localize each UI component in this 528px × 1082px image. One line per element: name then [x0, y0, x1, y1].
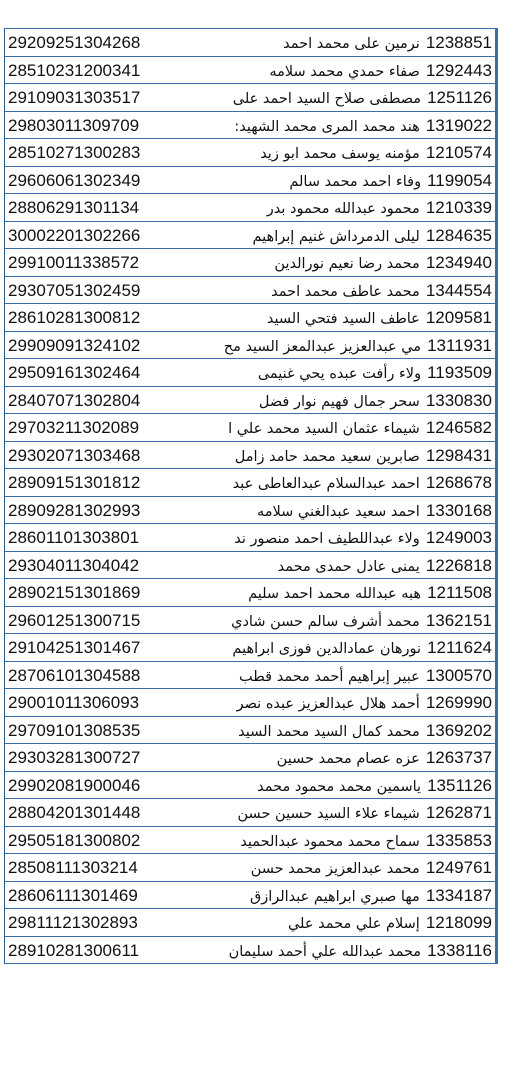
name-cell — [207, 854, 495, 881]
record-id: 1209581 — [425, 308, 492, 327]
name-cell — [207, 57, 495, 84]
name-cell — [207, 772, 495, 799]
record-id: 1249003 — [425, 528, 492, 547]
person-name: مصطفى صلاح السيد احمد على — [232, 91, 422, 107]
table-row — [5, 579, 495, 607]
table-row — [5, 359, 495, 387]
record-id: 1246582 — [425, 418, 492, 437]
person-name: محمد عبدالعزيز محمد حسن — [250, 861, 420, 877]
person-name: ولاء عبداللطيف احمد منصور ند — [234, 531, 420, 547]
record-id: 1211508 — [427, 583, 492, 602]
national-id-cell: 28804201301448 — [8, 803, 141, 822]
table-row — [5, 744, 495, 772]
table-row — [5, 882, 495, 910]
record-id: 1319022 — [425, 115, 492, 135]
national-id-cell: 28510271300283 — [8, 143, 141, 162]
record-id: 1211624 — [427, 638, 492, 657]
national-id-cell: 29601251300715 — [8, 610, 141, 630]
person-name: هبه عبدالله محمد احمد سليم — [248, 586, 422, 602]
record-id: 1351126 — [427, 775, 492, 795]
record-id: 1226818 — [425, 555, 492, 575]
table-row — [5, 194, 495, 222]
national-id-cell: 29505181300802 — [8, 830, 141, 850]
person-name: احمد سعيد عبدالغني سلامه — [256, 503, 420, 520]
record-id: 1238851 — [425, 33, 492, 52]
table-row — [5, 937, 495, 965]
table-row — [5, 634, 495, 662]
name-cell — [207, 222, 495, 249]
record-id: 1298431 — [425, 445, 492, 465]
person-name: محمد عبدالله علي أحمد سليمان — [228, 943, 422, 960]
name-cell — [207, 497, 495, 524]
national-id-cell: 28610281300812 — [8, 308, 141, 327]
person-name: عبير إبراهيم أحمد محمد قطب — [239, 668, 420, 685]
person-name: عزه عصام محمد حسين — [276, 751, 420, 767]
person-name: نرمين على محمد احمد — [283, 36, 420, 52]
name-cell — [207, 937, 495, 964]
national-id-cell: 29910011338572 — [8, 253, 140, 272]
table-row — [5, 854, 495, 882]
table-row — [5, 662, 495, 690]
table-row — [5, 827, 495, 855]
table-row — [5, 524, 495, 552]
name-cell — [207, 744, 495, 771]
person-name: محمد عاطف محمد احمد — [271, 283, 420, 300]
person-name: محمد رضا نعيم نورالدين — [274, 256, 420, 272]
record-id: 1269990 — [425, 693, 492, 712]
national-id-cell: 29811121302893 — [8, 913, 138, 932]
table-row — [5, 717, 495, 745]
table-row — [5, 167, 495, 195]
name-cell — [207, 332, 495, 359]
table-row — [5, 909, 495, 937]
national-id-cell: 29109031303517 — [8, 88, 141, 107]
record-id: 1335853 — [425, 830, 492, 850]
national-id-cell: 28508111303214 — [8, 858, 138, 877]
national-id-cell: 29909091324102 — [8, 335, 141, 355]
person-name: سماح محمد محمود عبدالحميد — [240, 833, 420, 850]
national-id-cell: 29606061302349 — [8, 170, 141, 190]
name-cell — [207, 634, 495, 661]
person-name: مي عبدالعزيز عبدالمعز السيد مح — [223, 338, 422, 355]
person-name: نورهان عمادالدين فوزى ابراهيم — [232, 641, 422, 657]
record-id: 1218099 — [425, 913, 492, 932]
table-row — [5, 552, 495, 580]
name-cell — [207, 167, 495, 194]
person-name: ليلى الدمرداش غنيم إبراهيم — [252, 228, 420, 245]
name-cell — [207, 717, 495, 744]
national-id-cell: 29902081900046 — [8, 775, 141, 795]
record-id: 1330168 — [425, 500, 492, 520]
table-row — [5, 57, 495, 85]
record-id: 1263737 — [425, 748, 492, 767]
table-row — [5, 304, 495, 332]
table-row — [5, 469, 495, 497]
name-cell — [207, 29, 495, 56]
person-name: ياسمين محمد محمود محمد — [257, 778, 422, 795]
person-name: هند محمد المرى محمد الشهيد: — [234, 118, 420, 135]
record-id: 1338116 — [427, 940, 492, 960]
table-row — [5, 442, 495, 470]
table-row — [5, 607, 495, 635]
record-id: 1344554 — [425, 280, 492, 300]
records-table — [4, 28, 498, 964]
person-name: مؤمنه يوسف محمد ابو زيد — [260, 146, 420, 162]
name-cell — [207, 552, 495, 579]
name-cell — [207, 882, 495, 909]
national-id-cell: 28806291301134 — [8, 198, 140, 217]
table-row — [5, 222, 495, 250]
name-cell — [207, 442, 495, 469]
record-id: 1210574 — [425, 143, 492, 162]
name-cell — [207, 84, 495, 111]
person-name: شيماء علاء السيد حسين حسن — [237, 806, 420, 822]
national-id-cell: 28601101303801 — [8, 528, 140, 547]
table-row — [5, 112, 495, 140]
national-id-cell: 29709101308535 — [8, 720, 141, 740]
person-name: مها صبري ابراهيم عبدالرازق — [249, 888, 420, 905]
person-name: أحمد هلال عبدالعزيز عبده نصر — [236, 696, 420, 712]
person-name: احمد عبدالسلام عبدالعاطى عبد — [232, 476, 420, 492]
record-id: 1249761 — [425, 858, 492, 877]
national-id-cell: 29307051302459 — [8, 280, 141, 300]
name-cell — [207, 827, 495, 854]
national-id-cell: 29304011304042 — [8, 555, 140, 575]
name-cell — [207, 689, 495, 716]
table-row — [5, 249, 495, 277]
person-name: وفاء احمد محمد سالم — [289, 173, 422, 190]
name-cell — [207, 112, 495, 139]
record-id: 1210339 — [425, 198, 492, 217]
national-id-cell: 28902151301869 — [8, 583, 141, 602]
table-row — [5, 277, 495, 305]
national-id-cell: 30002201302266 — [8, 225, 141, 245]
record-id: 1251126 — [427, 88, 492, 107]
national-id-cell: 29209251304268 — [8, 33, 141, 52]
person-name: محمد كمال السيد محمد السيد — [238, 723, 420, 740]
national-id-cell: 29703211302089 — [8, 418, 140, 437]
national-id-cell: 28910281300611 — [8, 940, 140, 960]
name-cell — [207, 194, 495, 221]
table-row — [5, 414, 495, 442]
table-row — [5, 332, 495, 360]
name-cell — [207, 139, 495, 166]
record-id: 1330830 — [425, 390, 492, 410]
name-cell — [207, 359, 495, 386]
record-id: 1199054 — [427, 170, 492, 190]
national-id-cell: 29803011309709 — [8, 115, 140, 135]
table-row — [5, 799, 495, 827]
name-cell — [207, 277, 495, 304]
name-cell — [207, 909, 495, 936]
national-id-cell: 29303281300727 — [8, 748, 141, 767]
person-name: محمد أشرف سالم حسن شادي — [231, 613, 420, 630]
record-id: 1300570 — [425, 665, 492, 685]
national-id-cell: 29001011306093 — [8, 693, 140, 712]
name-cell — [207, 414, 495, 441]
record-id: 1292443 — [425, 60, 492, 80]
person-name: صابرين سعيد محمد حامد زامل — [234, 448, 420, 465]
name-cell — [207, 799, 495, 826]
table-row — [5, 772, 495, 800]
record-id: 1234940 — [425, 253, 492, 272]
name-cell — [207, 524, 495, 551]
national-id-cell: 29104251301467 — [8, 638, 141, 657]
national-id-cell: 28510231200341 — [8, 60, 141, 80]
person-name: ولاء رأفت عبده يحي غنيمى — [257, 366, 422, 382]
record-id: 1362151 — [425, 610, 492, 630]
table-row — [5, 689, 495, 717]
name-cell — [207, 607, 495, 634]
record-id: 1193509 — [427, 363, 492, 382]
national-id-cell: 28606111301469 — [8, 885, 138, 905]
national-id-cell: 28909151301812 — [8, 473, 141, 492]
record-id: 1284635 — [425, 225, 492, 245]
table-row — [5, 139, 495, 167]
person-name: يمنى عادل حمدى محمد — [277, 558, 420, 575]
name-cell — [207, 304, 495, 331]
national-id-cell: 28706101304588 — [8, 665, 141, 685]
table-row — [5, 387, 495, 415]
national-id-cell: 29509161302464 — [8, 363, 141, 382]
name-cell — [207, 469, 495, 496]
person-name: سحر جمال فهيم نوار فضل — [258, 393, 420, 410]
record-id: 1369202 — [425, 720, 492, 740]
person-name: صفاء حمدي محمد سلامه — [269, 63, 420, 80]
table-row — [5, 84, 495, 112]
name-cell — [207, 662, 495, 689]
name-cell — [207, 249, 495, 276]
national-id-cell: 28909281302993 — [8, 500, 141, 520]
record-id: 1262871 — [425, 803, 492, 822]
person-name: عاطف السيد فتحي السيد — [266, 311, 420, 327]
record-id: 1268678 — [425, 473, 492, 492]
person-name: محمود عبدالله محمود بدر — [266, 201, 420, 217]
name-cell — [207, 387, 495, 414]
table-row — [5, 29, 495, 57]
record-id: 1334187 — [425, 885, 492, 905]
national-id-cell: 28407071302804 — [8, 390, 141, 410]
person-name: شيماء عثمان السيد محمد علي ا — [228, 421, 420, 437]
record-id: 1311931 — [427, 335, 492, 355]
table-row — [5, 497, 495, 525]
national-id-cell: 29302071303468 — [8, 445, 141, 465]
name-cell — [207, 579, 495, 606]
person-name: إسلام علي محمد علي — [287, 916, 420, 932]
